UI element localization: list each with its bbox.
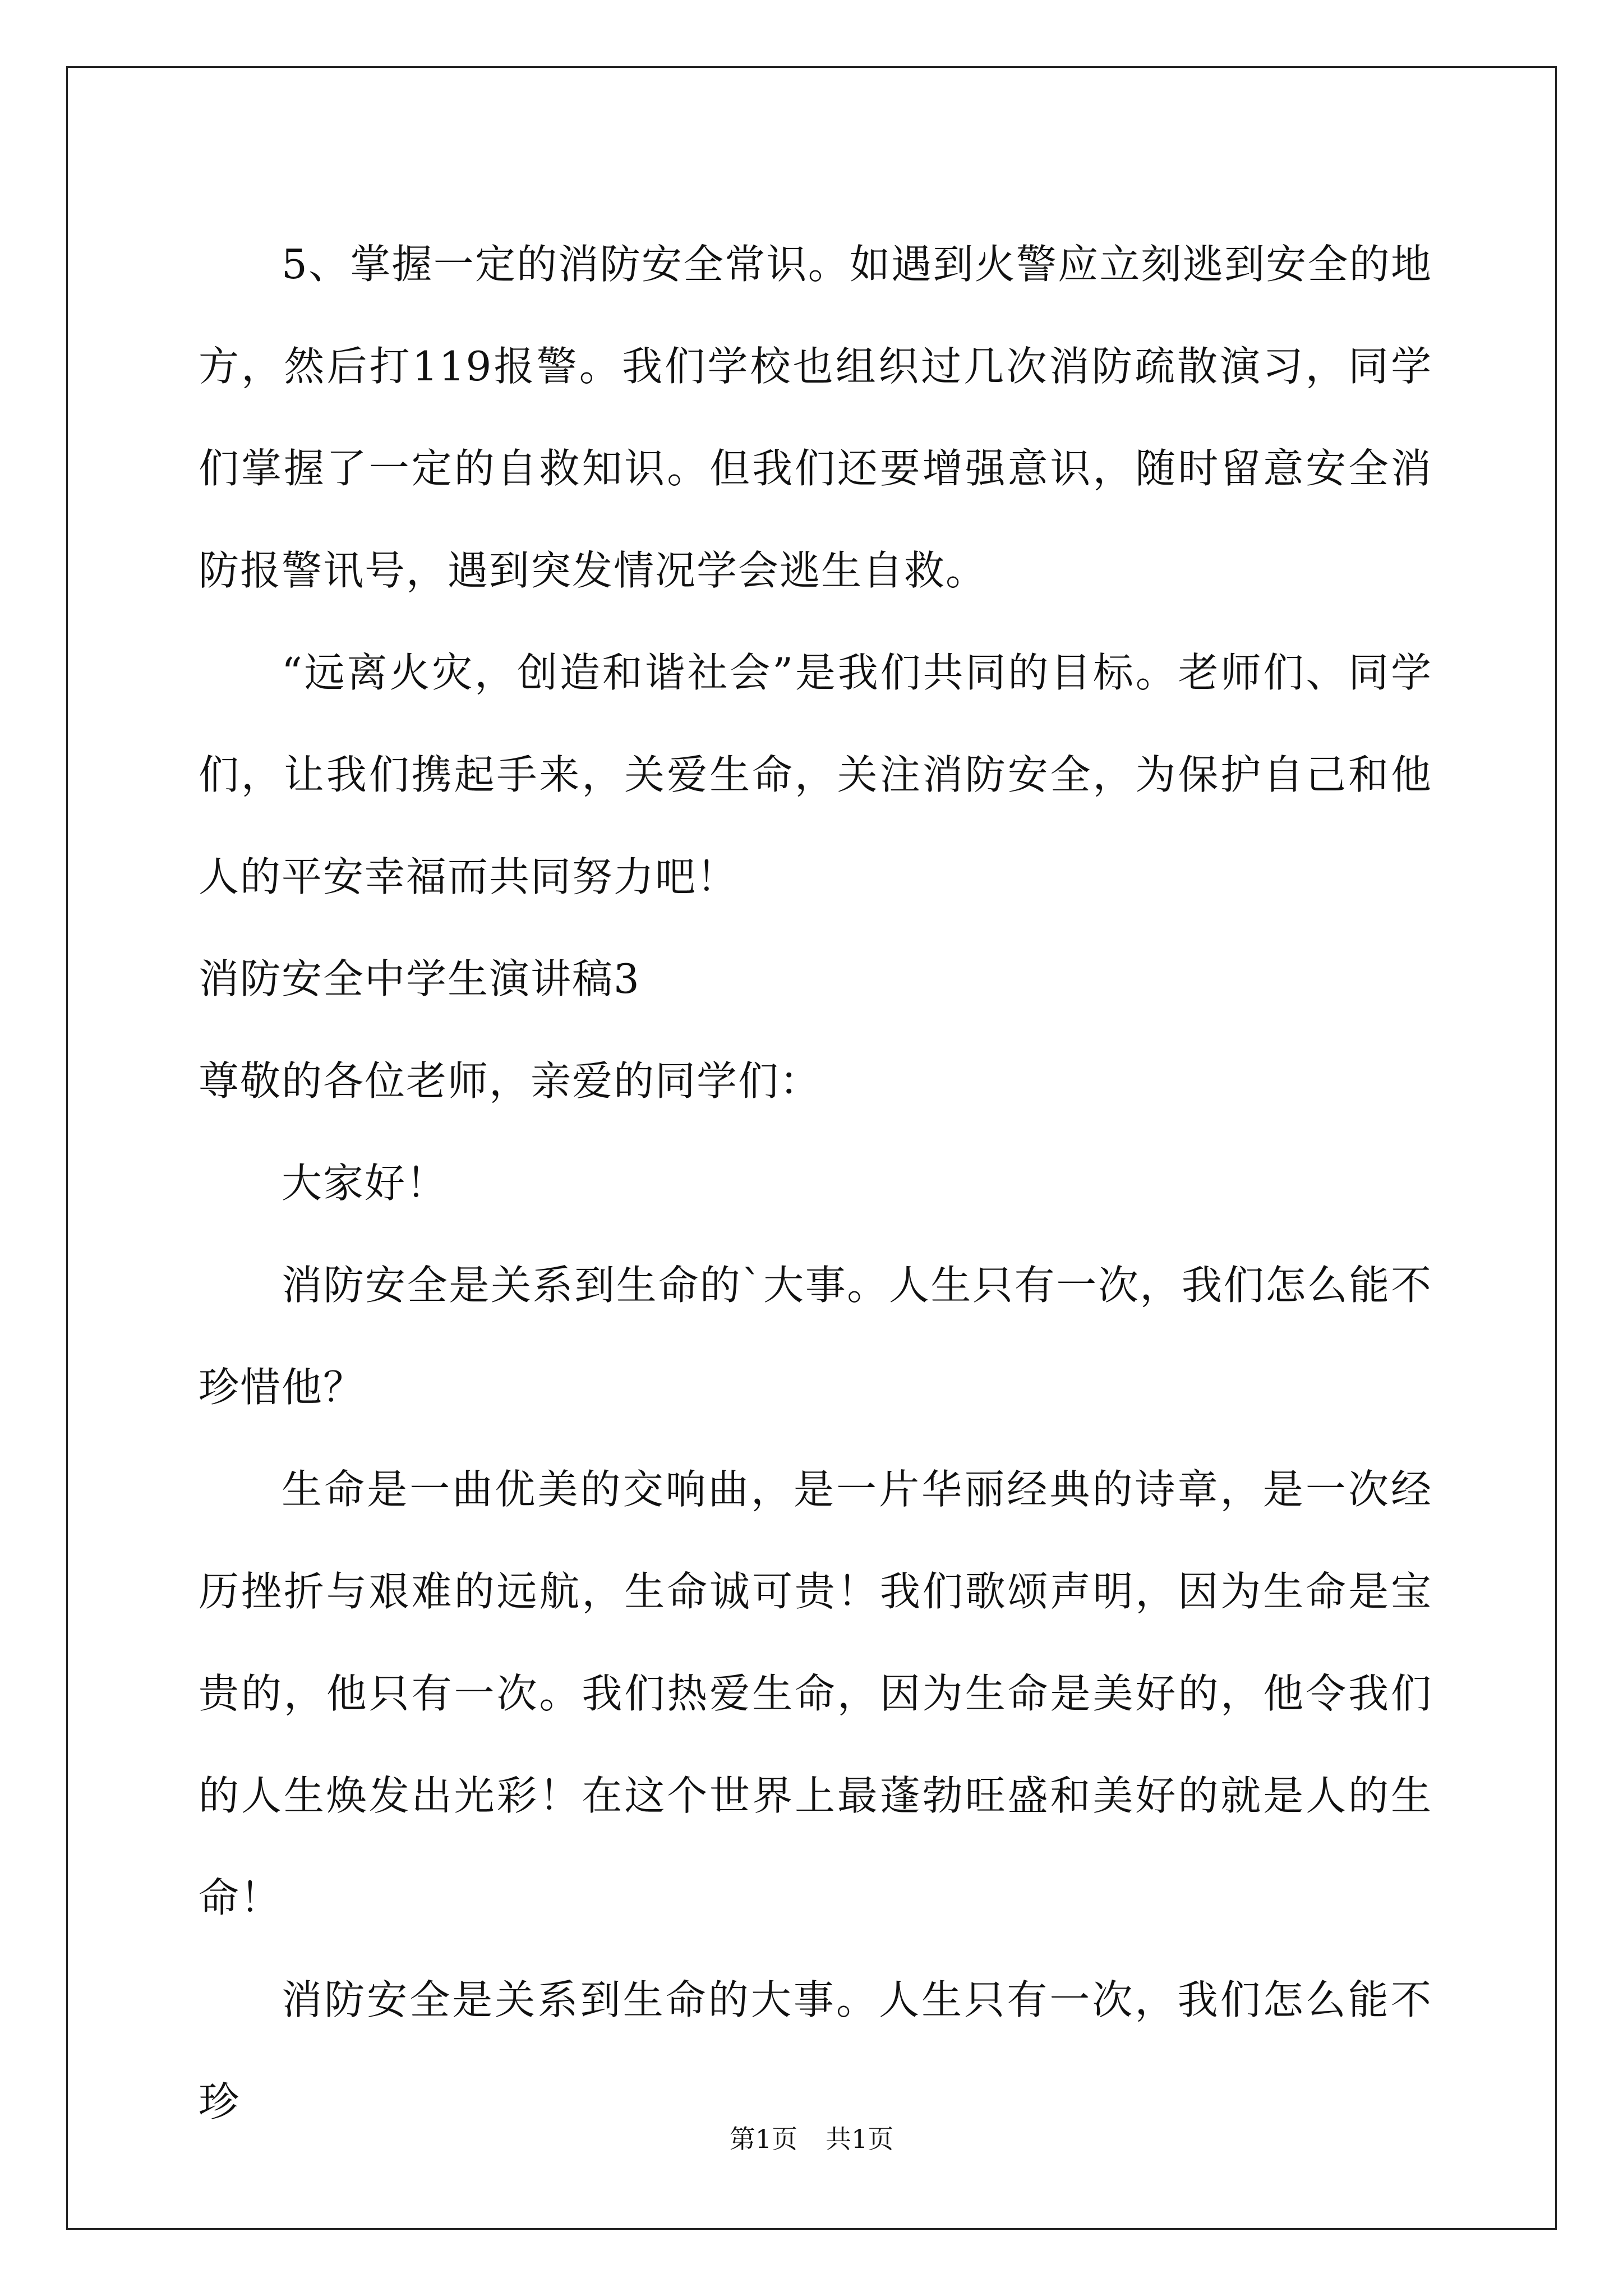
- paragraph-intro: 消防安全是关系到生命的`大事。人生只有一次，我们怎么能不珍惜他？: [199, 1262, 1432, 1411]
- salutation: 尊敬的各位老师，亲爱的同学们：: [199, 1057, 822, 1105]
- page-footer: [0, 2122, 1623, 2156]
- paragraph-fire-safety-tips: 5、掌握一定的消防安全常识。如遇到火警应立刻逃到安全的地方，然后打119报警。我们学校也组织过几次消防疏散演习，同学们掌握了一定的自救知识。但我们还要增强意识，随时留意安全消防报警讯号，遇到突发情况学会逃生自救。: [199, 241, 1432, 594]
- greeting: 大家好！: [282, 1159, 448, 1207]
- page-total: 共1页: [826, 2124, 894, 2154]
- page-number: 第1页: [729, 2124, 797, 2154]
- paragraph-continued: 消防安全是关系到生命的大事。人生只有一次，我们怎么能不珍: [199, 1976, 1432, 2125]
- document-body: [199, 213, 1432, 2153]
- paragraph-life: 生命是一曲优美的交响曲，是一片华丽经典的诗章，是一次经历挫折与艰难的远航，生命诚可贵！我们歌颂声明，因为生命是宝贵的，他只有一次。我们热爱生命，因为生命是美好的，他令我们的人生焕发出光彩！在这个世界上最蓬勃旺盛和美好的就是人的生命！: [199, 1466, 1432, 1921]
- paragraph-slogan: “远离火灾，创造和谐社会”是我们共同的目标。老师们、同学们，让我们携起手来，关爱生命，关注消防安全，为保护自己和他人的平安幸福而共同努力吧！: [199, 649, 1432, 900]
- section-title: 消防安全中学生演讲稿3: [199, 955, 640, 1002]
